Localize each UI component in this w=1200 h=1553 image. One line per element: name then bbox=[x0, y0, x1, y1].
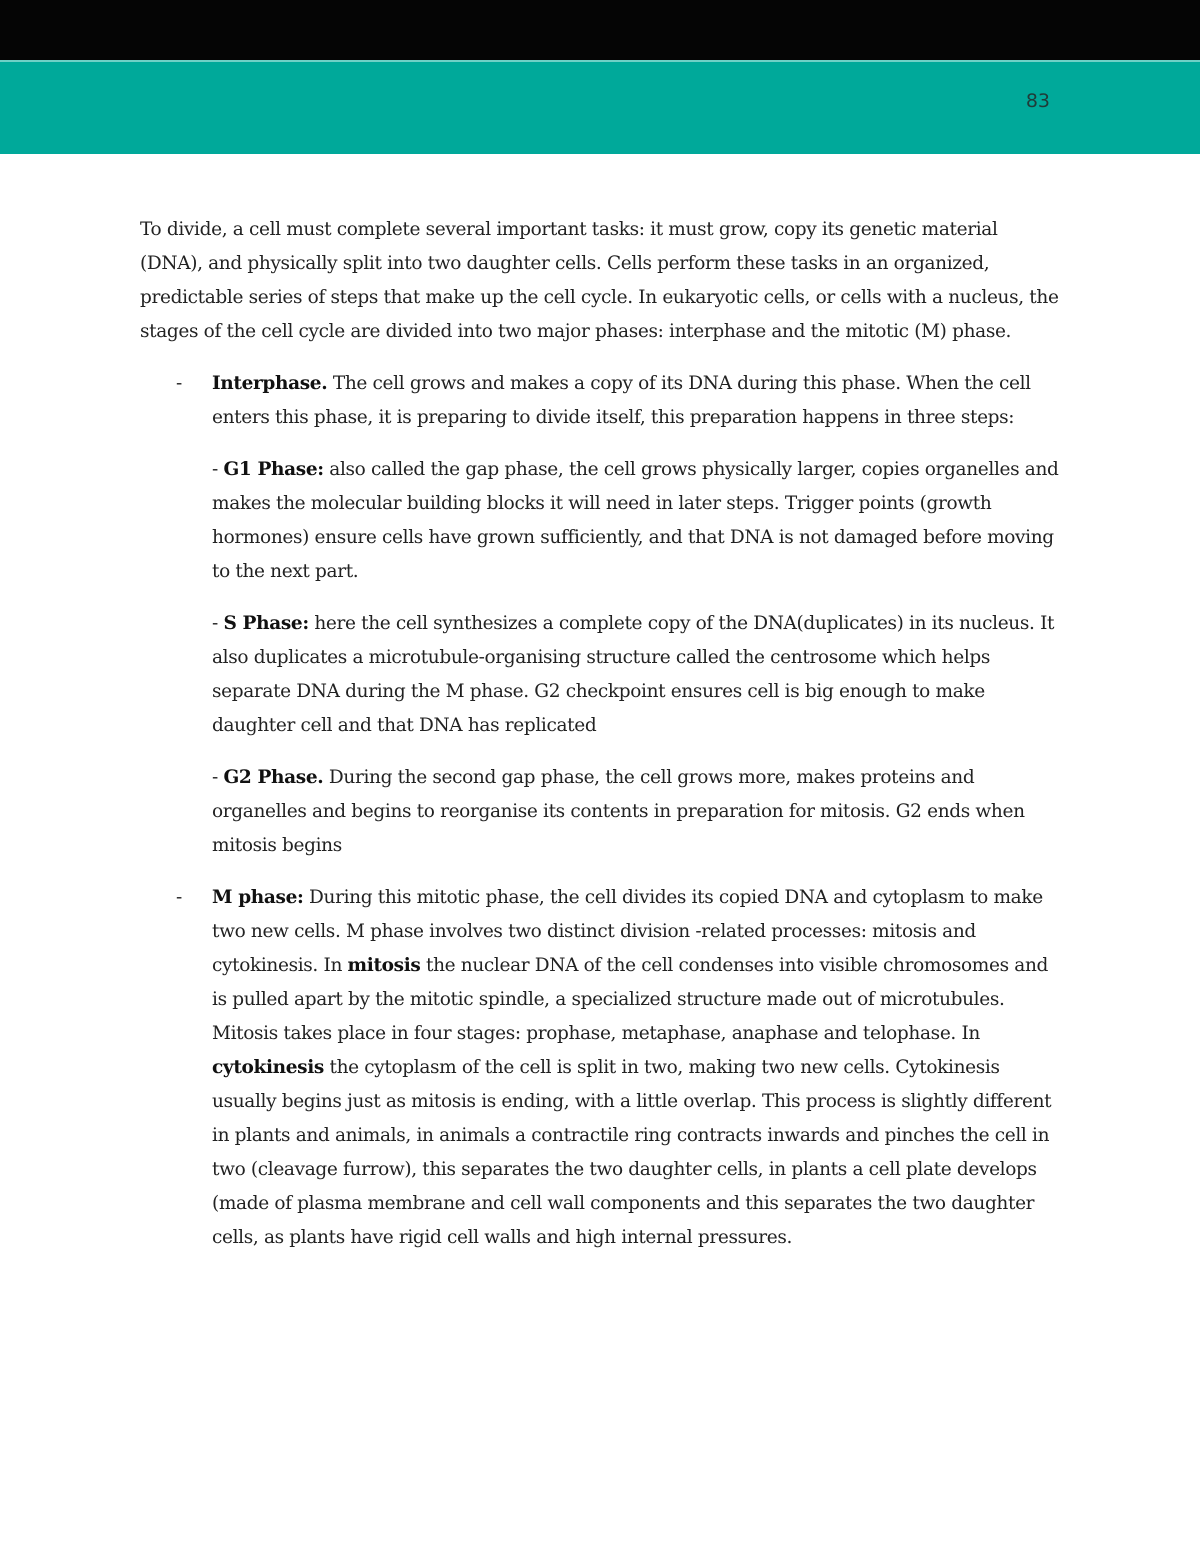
cytokinesis-term: cytokinesis bbox=[212, 1057, 324, 1078]
mitosis-term: mitosis bbox=[347, 955, 421, 976]
g2-prefix: - bbox=[212, 767, 224, 788]
m-phase-text-3: the cytoplasm of the cell is split in two, making two new cells. Cytokinesis usually begins just as mitosis is ending, with a little overlap. This process is slightly different in plants and animals, in animals a contractile ring contracts inwards and pinches the cell in two (cleavage furrow), this separates the two daughter cells, in plants a cell plate develops (made of plasma membrane and cell wall components and this separates the two daughter cells, as plants have rigid cell walls and high internal pressures. bbox=[212, 1057, 1052, 1248]
s-text: here the cell synthesizes a complete copy of the DNA(duplicates) in its nucleus. It also duplicates a microtubule-organising structure called the centrosome which helps separate DNA during the M phase. G2 checkpoint ensures cell is big enough to make daughter cell and that DNA has replicated bbox=[212, 613, 1055, 736]
m-phase-term: M phase: bbox=[212, 887, 304, 908]
g1-term: G1 Phase: bbox=[223, 459, 324, 480]
interphase-item bbox=[140, 367, 1065, 863]
interphase-text: The cell grows and makes a copy of its DNA during this phase. When the cell enters this phase, it is preparing to divide itself, this preparation happens in three steps: bbox=[212, 373, 1031, 428]
list-bullet: - bbox=[176, 373, 182, 394]
m-phase-paragraph bbox=[212, 881, 1065, 1255]
s-prefix: - bbox=[212, 613, 224, 634]
list-bullet: - bbox=[176, 887, 182, 908]
g2-text: During the second gap phase, the cell grows more, makes proteins and organelles and begins to reorganise its contents in preparation for mitosis. G2 ends when mitosis begins bbox=[212, 767, 1025, 856]
page-number: 83 bbox=[1025, 90, 1050, 112]
m-phase-text-2: the nuclear DNA of the cell condenses into visible chromosomes and is pulled apart by the mitotic spindle, a specialized structure made out of microtubules. Mitosis takes place in four stages: prophase, metaphase, anaphase and telophase. In bbox=[212, 955, 1049, 1044]
s-phase-paragraph bbox=[212, 607, 1065, 743]
m-phase-text-1: During this mitotic phase, the cell divides its copied DNA and cytoplasm to make two new cells. M phase involves two distinct division -related processes: mitosis and cytokinesis. In bbox=[212, 887, 1043, 976]
page-content bbox=[140, 213, 1065, 1255]
g1-prefix: - bbox=[212, 459, 224, 480]
g1-phase-paragraph bbox=[212, 453, 1065, 589]
intro-paragraph: To divide, a cell must complete several important tasks: it must grow, copy its genetic material (DNA), and physically split into two daughter cells. Cells perform these tasks in an organized, predictable series of steps that make up the cell cycle. In eukaryotic cells, or cells with a nucleus, the stages of the cell cycle are divided into two major phases: interphase and the mitotic (M) phase. bbox=[140, 219, 1059, 342]
interphase-term: Interphase. bbox=[212, 373, 328, 394]
top-black-bar bbox=[0, 0, 1200, 60]
header-rule bbox=[0, 60, 1200, 62]
g2-term: G2 Phase. bbox=[223, 767, 324, 788]
g1-text: also called the gap phase, the cell grows physically larger, copies organelles and makes the molecular building blocks it will need in later steps. Trigger points (growth hormones) ensure cells have grown sufficiently, and that DNA is not damaged before moving to the next part. bbox=[212, 459, 1059, 582]
header-band bbox=[0, 60, 1200, 154]
m-phase-item bbox=[140, 881, 1065, 1255]
g2-phase-paragraph bbox=[212, 761, 1065, 863]
interphase-paragraph bbox=[212, 367, 1065, 435]
s-term: S Phase: bbox=[223, 613, 309, 634]
